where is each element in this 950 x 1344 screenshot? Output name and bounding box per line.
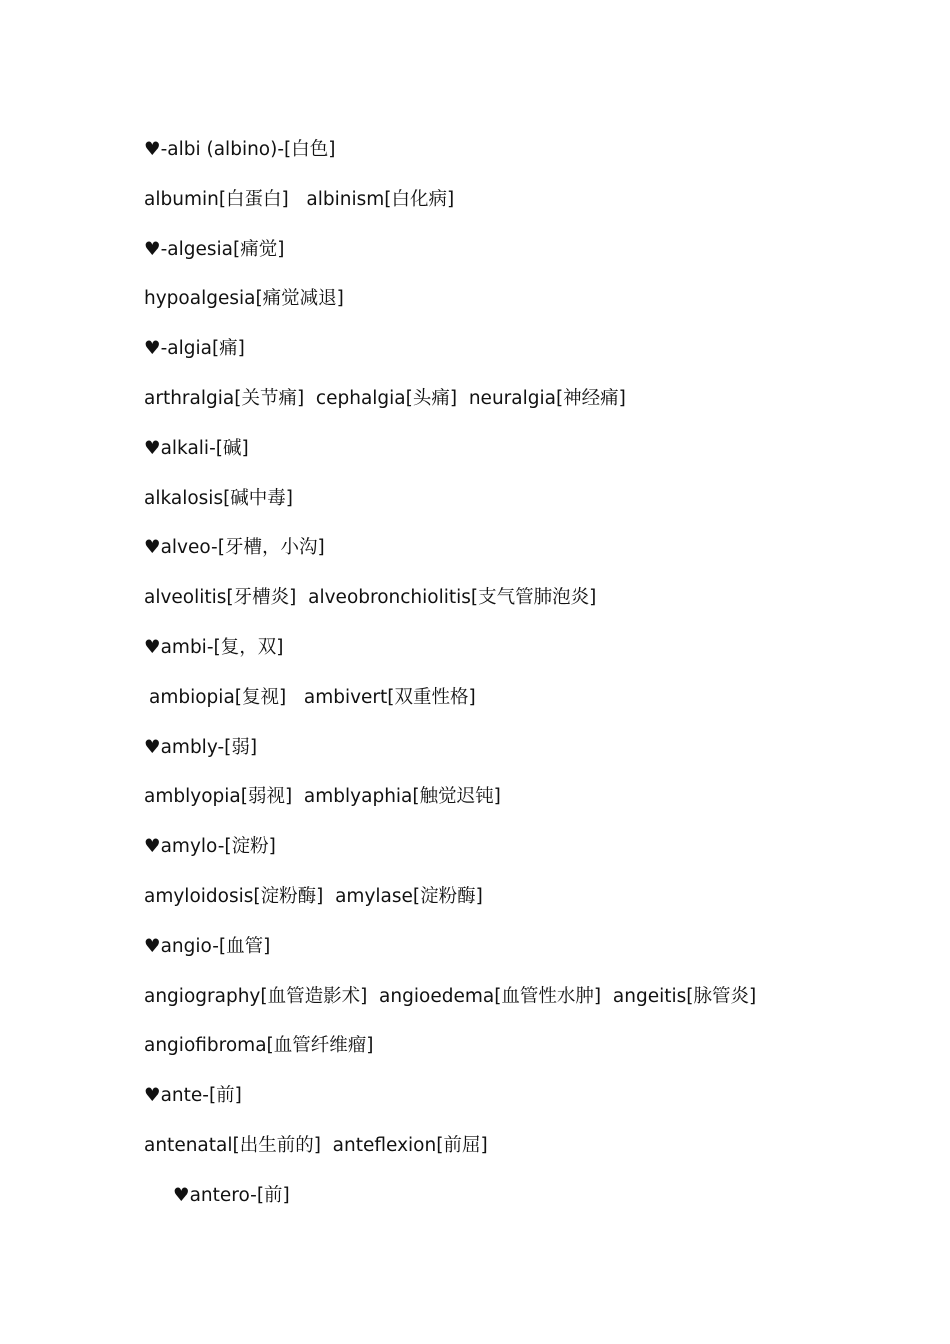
prefix-heading-alveo: ♥alveo-[牙槽，小沟] (144, 537, 325, 559)
example-line-alkali: alkalosis[碱中毒] (144, 487, 294, 509)
prefix-heading-antero: ♥antero-[前] (173, 1184, 290, 1206)
prefix-heading-algia: ♥-algia[痛] (144, 338, 245, 360)
vocabulary-list (144, 136, 904, 1232)
prefix-heading-ambly: ♥ambly-[弱] (144, 736, 258, 758)
prefix-heading-albi: ♥-albi (albino)-[白色] (144, 139, 336, 160)
example-line-albi: albumin[白蛋白] albinism[白化病] (144, 188, 455, 210)
prefix-heading-amylo: ♥amylo-[淀粉] (144, 836, 276, 858)
prefix-heading-angio: ♥angio-[血管] (144, 935, 271, 957)
example-line-algesia: hypoalgesia[痛觉减退] (144, 288, 344, 310)
example-line-amylo: amyloidosis[淀粉酶] amylase[淀粉酶] (144, 885, 483, 907)
example-line-ante: antenatal[出生前的] anteflexion[前屈] (144, 1134, 488, 1156)
example-line-algia: arthralgia[关节痛] cephalgia[头痛] neuralgia[神经痛] (144, 387, 626, 409)
prefix-heading-algesia: ♥-algesia[痛觉] (144, 238, 285, 260)
example-line-angio-2: angiofibroma[血管纤维瘤] (144, 1035, 374, 1057)
prefix-heading-alkali: ♥alkali-[碱] (144, 437, 249, 459)
example-line-angio-1: angiography[血管造影术] angioedema[血管性水肿] angeitis[脉管炎] (144, 985, 757, 1007)
example-line-alveo: alveolitis[牙槽炎] alveobronchiolitis[支气管肺泡炎] (144, 587, 597, 609)
prefix-heading-ante: ♥ante-[前] (144, 1085, 242, 1107)
example-line-ambi: ambiopia[复视] ambivert[双重性格] (149, 686, 476, 708)
example-line-ambly: amblyopia[弱视] amblyaphia[触觉迟钝] (144, 786, 501, 808)
prefix-heading-ambi: ♥ambi-[复，双] (144, 636, 284, 658)
